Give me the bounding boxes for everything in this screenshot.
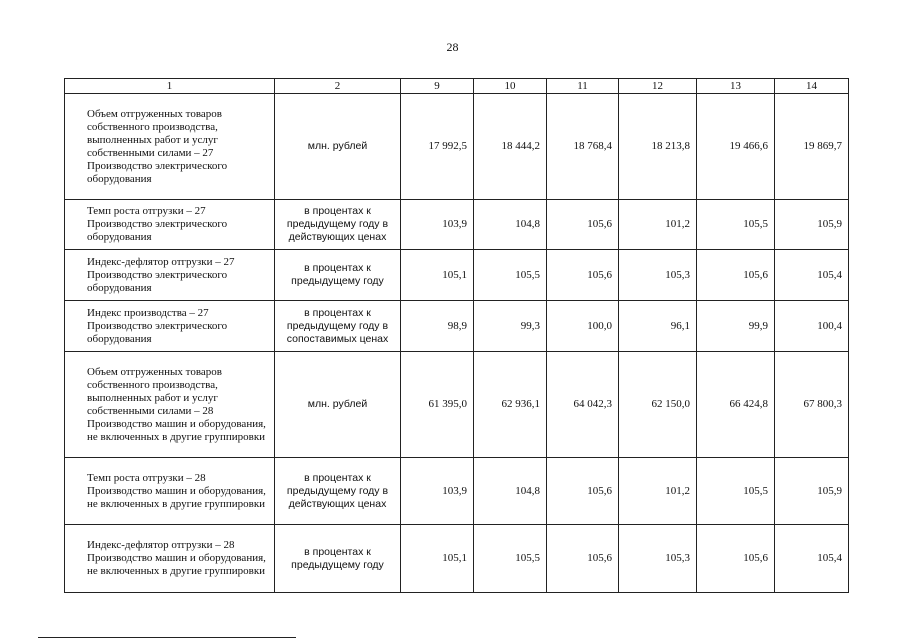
header-cell: 12 (619, 79, 697, 94)
value-cell: 105,1 (401, 525, 474, 593)
value-cell: 105,6 (697, 250, 775, 301)
table-row (65, 352, 849, 458)
value-cell: 105,9 (775, 200, 849, 250)
value-cell: 105,3 (619, 250, 697, 301)
page-number: 28 (446, 40, 459, 54)
table-row (65, 525, 849, 593)
value-cell: 61 395,0 (401, 352, 474, 458)
indicator-cell: Объем отгруженных товаров собственного производства, выполненных работ и услуг собственными силами – 28 Производство машин и оборудования, не включенных в другие группировки (65, 352, 275, 458)
value-cell: 105,5 (474, 525, 547, 593)
unit-cell: млн. рублей (275, 352, 401, 458)
indicator-cell: Объем отгруженных товаров собственного производства, выполненных работ и услуг собственными силами – 27 Производство электрического оборудования (65, 94, 275, 200)
indicator-cell: Темп роста отгрузки – 27 Производство электрического оборудования (65, 200, 275, 250)
unit-cell: в процентах к предыдущему году (275, 250, 401, 301)
value-cell: 18 768,4 (547, 94, 619, 200)
value-cell: 18 444,2 (474, 94, 547, 200)
unit-cell: в процентах к предыдущему году в действующих ценах (275, 458, 401, 525)
indicator-cell: Индекс-дефлятор отгрузки – 27 Производство электрического оборудования (65, 250, 275, 301)
header-cell: 2 (275, 79, 401, 94)
value-cell: 105,4 (775, 525, 849, 593)
value-cell: 100,0 (547, 301, 619, 352)
header-cell: 9 (401, 79, 474, 94)
unit-cell: в процентах к предыдущему году (275, 525, 401, 593)
value-cell: 105,1 (401, 250, 474, 301)
header-cell: 14 (775, 79, 849, 94)
unit-cell: в процентах к предыдущему году в действующих ценах (275, 200, 401, 250)
indicator-cell: Темп роста отгрузки – 28 Производство машин и оборудования, не включенных в другие группировки (65, 458, 275, 525)
table-row (65, 94, 849, 200)
value-cell: 105,5 (697, 458, 775, 525)
value-cell: 101,2 (619, 458, 697, 525)
value-cell: 105,5 (697, 200, 775, 250)
value-cell: 105,6 (697, 525, 775, 593)
unit-cell: в процентах к предыдущему году в сопоставимых ценах (275, 301, 401, 352)
value-cell: 67 800,3 (775, 352, 849, 458)
value-cell: 99,3 (474, 301, 547, 352)
value-cell: 62 936,1 (474, 352, 547, 458)
header-cell: 11 (547, 79, 619, 94)
header-cell: 10 (474, 79, 547, 94)
value-cell: 105,4 (775, 250, 849, 301)
value-cell: 105,6 (547, 200, 619, 250)
value-cell: 19 869,7 (775, 94, 849, 200)
indicator-cell: Индекс-дефлятор отгрузки – 28 Производство машин и оборудования, не включенных в другие группировки (65, 525, 275, 593)
value-cell: 103,9 (401, 200, 474, 250)
value-cell: 66 424,8 (697, 352, 775, 458)
unit-cell: млн. рублей (275, 94, 401, 200)
value-cell: 17 992,5 (401, 94, 474, 200)
value-cell: 104,8 (474, 200, 547, 250)
header-row (65, 79, 849, 94)
footnote-separator (38, 637, 296, 638)
value-cell: 104,8 (474, 458, 547, 525)
value-cell: 105,9 (775, 458, 849, 525)
value-cell: 105,5 (474, 250, 547, 301)
value-cell: 105,6 (547, 250, 619, 301)
value-cell: 18 213,8 (619, 94, 697, 200)
table-row (65, 458, 849, 525)
indicator-cell: Индекс производства – 27 Производство электрического оборудования (65, 301, 275, 352)
value-cell: 105,6 (547, 525, 619, 593)
value-cell: 19 466,6 (697, 94, 775, 200)
table-row (65, 200, 849, 250)
header-cell: 1 (65, 79, 275, 94)
value-cell: 99,9 (697, 301, 775, 352)
value-cell: 105,6 (547, 458, 619, 525)
value-cell: 105,3 (619, 525, 697, 593)
value-cell: 96,1 (619, 301, 697, 352)
table-row (65, 301, 849, 352)
indicators-table (64, 78, 849, 593)
table-row (65, 250, 849, 301)
header-cell: 13 (697, 79, 775, 94)
value-cell: 62 150,0 (619, 352, 697, 458)
value-cell: 98,9 (401, 301, 474, 352)
value-cell: 100,4 (775, 301, 849, 352)
value-cell: 101,2 (619, 200, 697, 250)
value-cell: 103,9 (401, 458, 474, 525)
value-cell: 64 042,3 (547, 352, 619, 458)
